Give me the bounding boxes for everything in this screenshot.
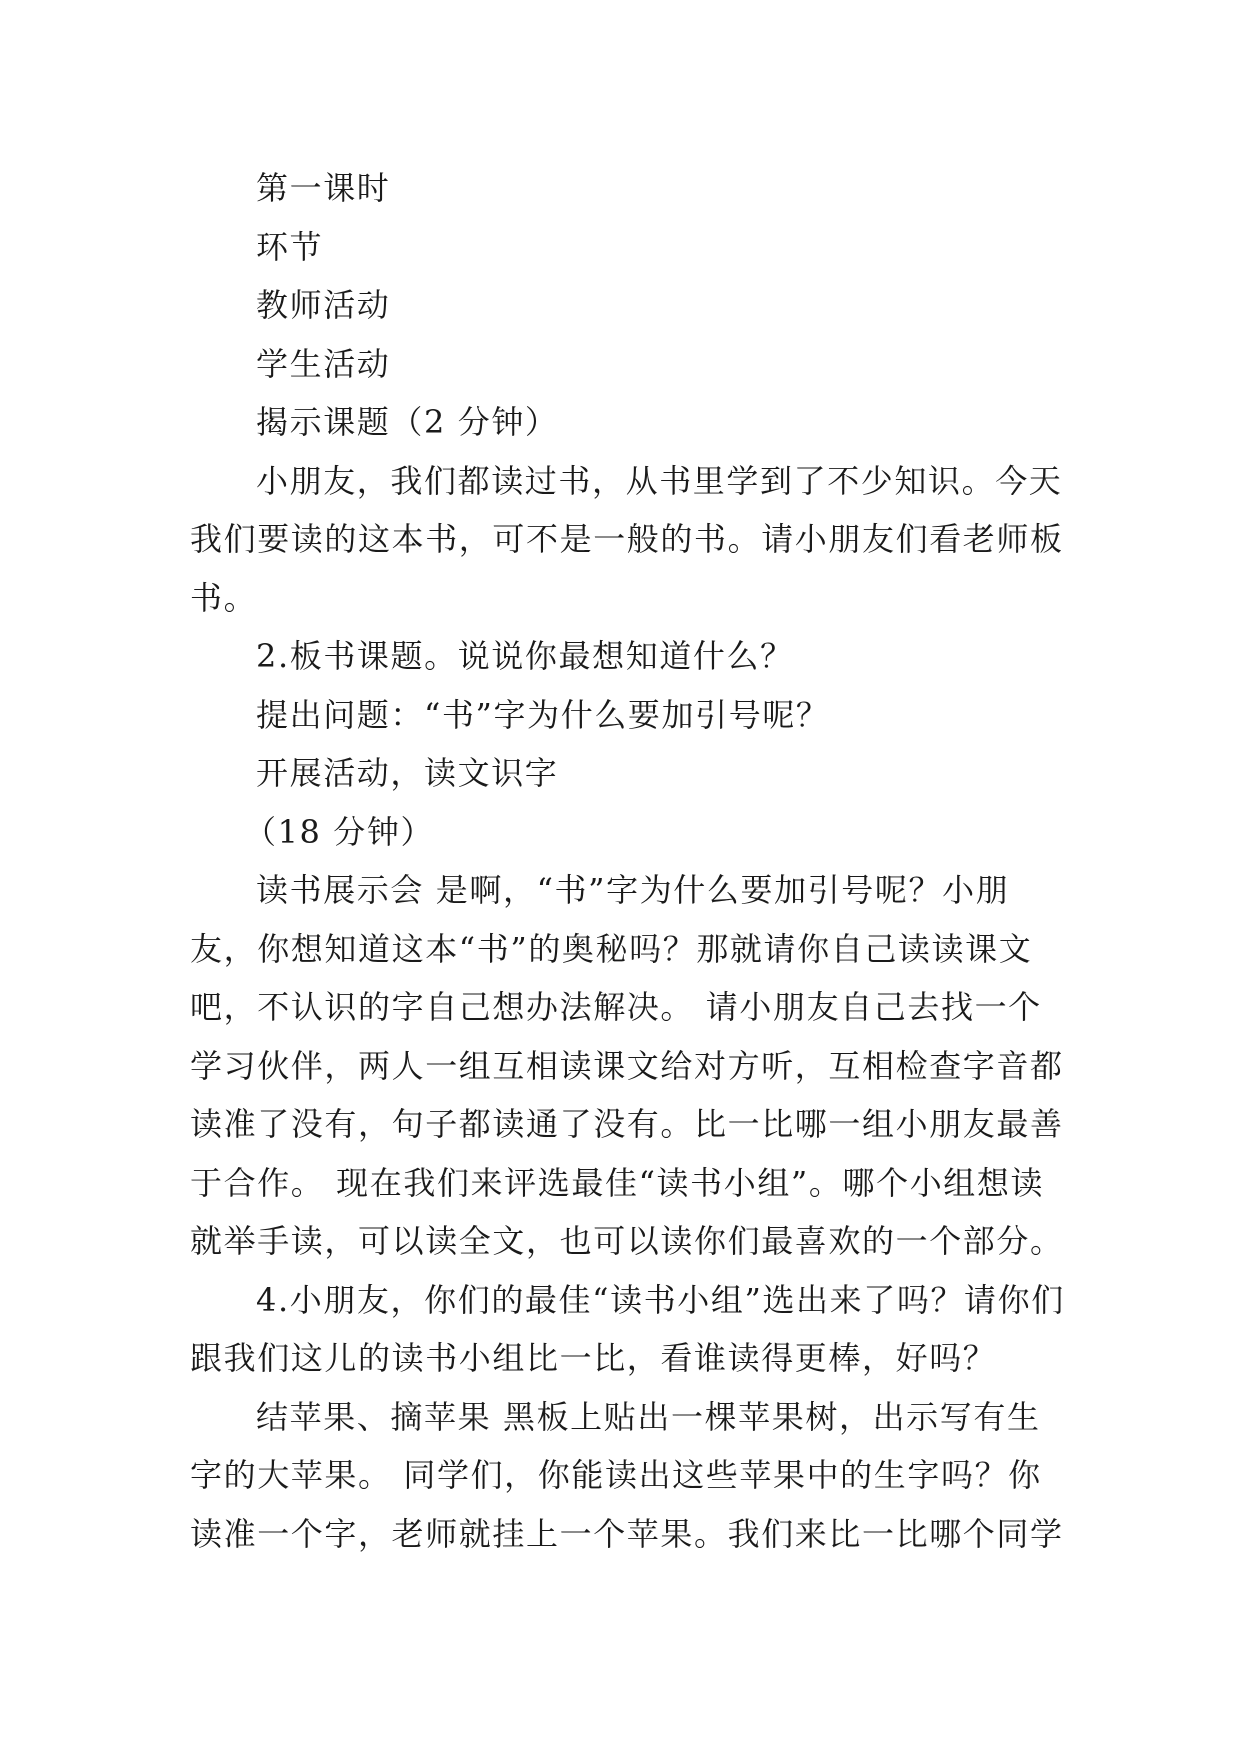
teacher-activity-label: 教师活动 xyxy=(256,286,391,324)
step-duration: （18 分钟） xyxy=(244,812,435,851)
paragraph: 结苹果、摘苹果 黑板上贴出一棵苹果树，出示写有生字的大苹果。 同学们，你能读出这些苹果中的生字吗？你读准一个字，老师就挂上一个苹果。我们来比一比哪个同学 xyxy=(190,1397,1064,1553)
student-activity-label: 学生活动 xyxy=(256,344,391,383)
paragraph: 提出问题：“书”字为什么要加引号呢？ xyxy=(256,695,830,734)
step-heading: 开展活动，读文识字 xyxy=(256,754,559,792)
paragraph: 4.小朋友，你们的最佳“读书小组”选出来了吗？请你们跟我们这儿的读书小组比一比，看谁读得更棒，好吗？ xyxy=(190,1280,1065,1377)
paragraph: 读书展示会 是啊，“书”字为什么要加引号呢？小朋友，你想知道这本“书”的奥秘吗？那就请你自己读读课文吧，不认识的字自己想办法解决。 请小朋友自己去找一个学习伙伴，两人一组互相读课文给对方听，互相检查字音都读准了没有，句子都读通了没有。比一比哪一组小朋友最善于合作。 现在我们来评选最佳“读书小组”。哪个小组想读就举手读，可以读全文，也可以读你们最喜欢的一个部分。 xyxy=(190,871,1064,1260)
paragraph: 小朋友，我们都读过书，从书里学到了不少知识。今天我们要读的这本书，可不是一般的书。请小朋友们看老师板书。 xyxy=(190,461,1064,617)
lesson-title: 第一课时 xyxy=(256,169,391,207)
paragraph: 2.板书课题。说说你最想知道什么？ xyxy=(256,637,794,675)
document-body xyxy=(190,159,1070,1563)
section-label: 环节 xyxy=(256,227,324,266)
step-heading: 揭示课题（2 分钟） xyxy=(256,403,559,441)
